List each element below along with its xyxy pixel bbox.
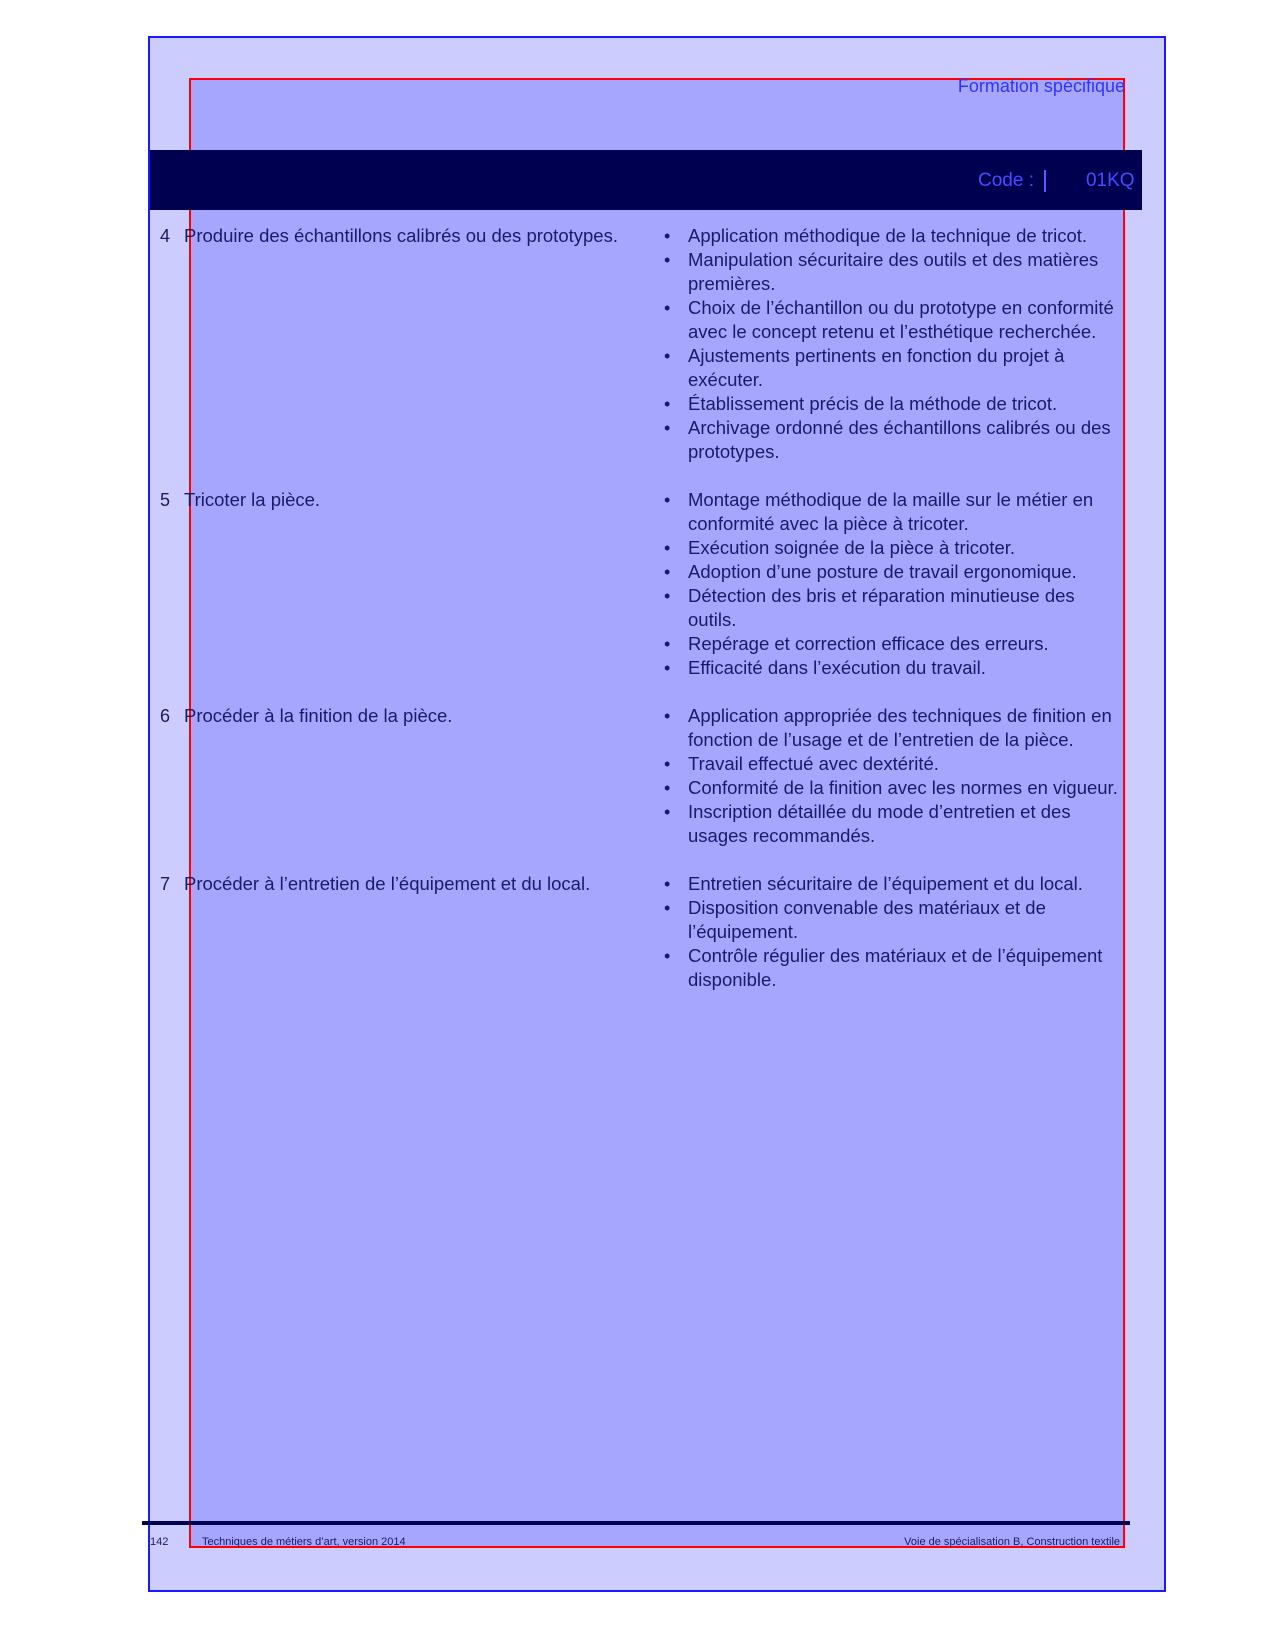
footer-left-title: Techniques de métiers d’art, version 2014 (202, 1536, 406, 1548)
code-separator (1044, 170, 1046, 192)
code-value: 01KQ (1085, 170, 1135, 191)
criterion-item: • Contrôle régulier des matériaux et de l’équipement disponible. (664, 944, 1124, 992)
criterion-item: • Conformité de la finition avec les normes en vigueur. (664, 776, 1124, 800)
criterion-item: • Efficacité dans l’exécution du travail. (664, 656, 1124, 680)
element-text: Produire des échantillons calibrés ou des prototypes. (184, 225, 618, 246)
page-footer (150, 1536, 1120, 1548)
footer-right-title: Voie de spécialisation B, Construction textile (904, 1536, 1120, 1548)
element-number: 7 (160, 874, 171, 894)
footer-rule (142, 1521, 1130, 1525)
element-number: 4 (160, 226, 171, 246)
criterion-item: • Ajustements pertinents en fonction du projet à exécuter. (664, 344, 1124, 392)
competency-table (160, 224, 1130, 1016)
code-box (978, 168, 1135, 194)
element-text: Procéder à la finition de la pièce. (184, 705, 453, 726)
element-number: 5 (160, 490, 171, 510)
criteria-list (664, 872, 1124, 992)
element-text: Tricoter la pièce. (184, 489, 321, 510)
element-number: 6 (160, 706, 171, 726)
criteria-list (664, 704, 1124, 848)
table-row (160, 704, 1130, 848)
criterion-item: • Application méthodique de la technique de tricot. (664, 224, 1124, 248)
criterion-item: • Application appropriée des techniques de finition en fonction de l’usage et de l’entretien de la pièce. (664, 704, 1124, 752)
code-label: Code : (978, 170, 1034, 191)
criteria-list (664, 488, 1124, 680)
criterion-item: • Adoption d’une posture de travail ergonomique. (664, 560, 1124, 584)
criterion-item: • Montage méthodique de la maille sur le métier en conformité avec la pièce à tricoter. (664, 488, 1124, 536)
criterion-item: • Choix de l’échantillon ou du prototype en conformité avec le concept retenu et l’esthétique recherchée. (664, 296, 1124, 344)
criterion-item: • Entretien sécuritaire de l’équipement et du local. (664, 872, 1124, 896)
criterion-item: • Archivage ordonné des échantillons calibrés ou des prototypes. (664, 416, 1124, 464)
criteria-list (664, 224, 1124, 464)
criterion-item: • Inscription détaillée du mode d’entretien et des usages recommandés. (664, 800, 1124, 848)
criterion-item: • Travail effectué avec dextérité. (664, 752, 1124, 776)
criterion-item: • Établissement précis de la méthode de tricot. (664, 392, 1124, 416)
table-row (160, 872, 1130, 992)
criterion-item: • Disposition convenable des matériaux et de l’équipement. (664, 896, 1124, 944)
table-row (160, 488, 1130, 680)
section-label: Formation spécifique (957, 76, 1125, 96)
criterion-item: • Manipulation sécuritaire des outils et des matières premières. (664, 248, 1124, 296)
criterion-item: • Détection des bris et réparation minutieuse des outils. (664, 584, 1124, 632)
table-row (160, 224, 1130, 464)
criterion-item: • Exécution soignée de la pièce à tricoter. (664, 536, 1124, 560)
element-text: Procéder à l’entretien de l’équipement et du local. (184, 873, 591, 894)
page-number: 142 (150, 1536, 169, 1548)
criterion-item: • Repérage et correction efficace des erreurs. (664, 632, 1124, 656)
